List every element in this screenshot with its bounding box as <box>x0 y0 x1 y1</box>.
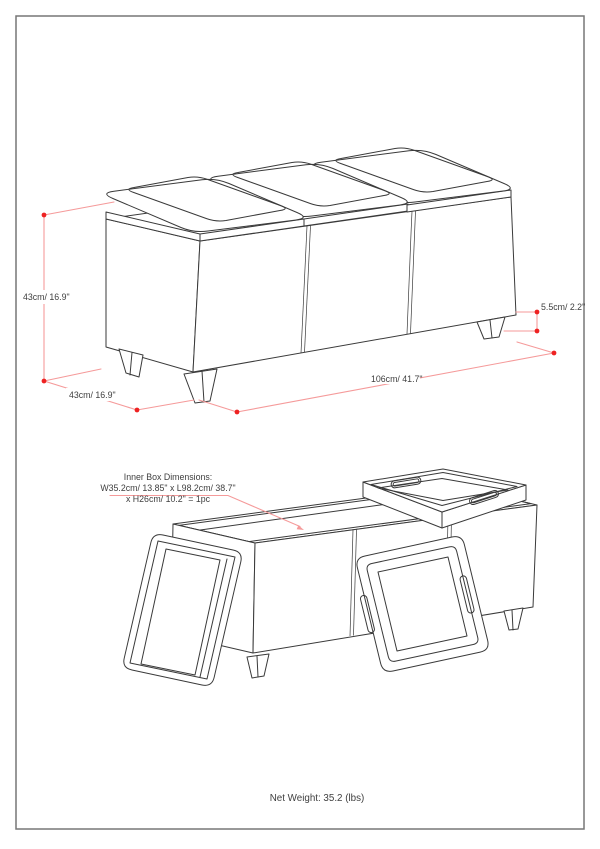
length-dimension-label: 106cm/ 41.7" <box>371 374 423 384</box>
open-ottoman-drawing <box>100 469 537 685</box>
inner-box-note-line3: x H26cm/ 10.2" = 1pc <box>125 494 211 504</box>
page-border <box>16 16 584 829</box>
leaning-tray-left <box>124 535 241 686</box>
dimension-endpoint-dot <box>42 213 47 218</box>
inner-box-note-line2: W35.2cm/ 13.85" x L98.2cm/ 38.7" <box>100 483 236 493</box>
height-dimension-label: 43cm/ 16.9" <box>23 292 70 302</box>
dimension-endpoint-dot <box>535 310 540 315</box>
inner-box-note-line1: Inner Box Dimensions: <box>123 472 213 482</box>
dimension-endpoint-dot <box>552 351 557 356</box>
dimension-endpoint-dot <box>235 410 240 415</box>
depth-dimension-label: 43cm/ 16.9" <box>69 390 116 400</box>
leg-height-dimension-label: 5.5cm/ 2.2" <box>541 302 586 312</box>
net-weight-caption: Net Weight: 35.2 (lbs) <box>269 793 365 804</box>
closed-ottoman-drawing <box>21 148 585 414</box>
dimension-endpoint-dot <box>42 379 47 384</box>
dimension-endpoint-dot <box>135 408 140 413</box>
dimension-endpoint-dot <box>535 329 540 334</box>
